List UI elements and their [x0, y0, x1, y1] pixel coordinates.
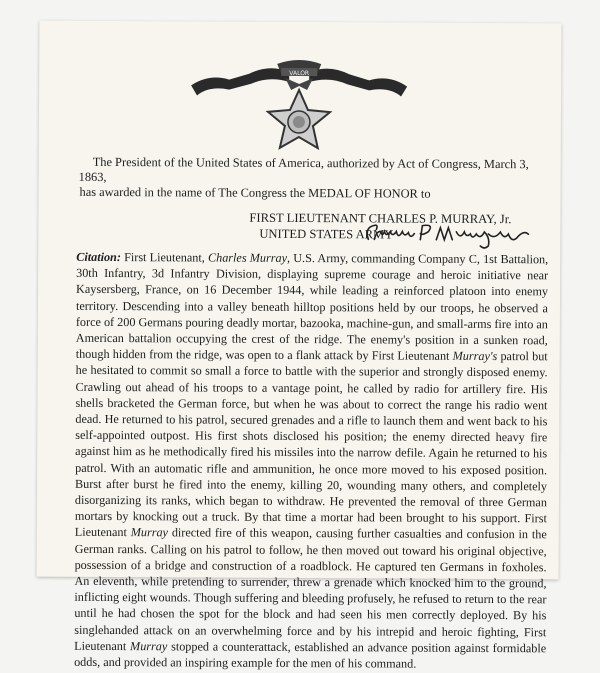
- citation-segment-5: stopped a counterattack, established an advance position against formidable odds, and provided an inspiring example for the men of his command.: [74, 639, 547, 671]
- citation-label: Citation:: [76, 249, 121, 265]
- citation-segment-1: First Lieutenant,: [120, 250, 209, 265]
- award-intro-line1: The President of the United States of America, authorized by Act of Congress, March 3, 1863,: [78, 154, 529, 184]
- citation-segment-4: directed fire of this weapon, causing further casualties and confusion in the German ranks. Calling on his patrol to follow, he then moved out toward his original objective, possession of a bridge and construction of a roadblock. He captured ten Germans in foxholes. An eleventh, while pretending to surrender, threw a grenade which knocked him to the ground, inflicting eight wounds. Though suffering and bleeding profusely, he refused to return to the rear until he had chosen the spot for the block and had seen his men correctly deployed. By his singlehanded attack on an overwhelming force and by his intrepid and heroic fighting, First Lieutenant: [74, 525, 547, 653]
- citation-text: [74, 249, 548, 673]
- medal-of-honor-emblem: [189, 33, 410, 154]
- star-medal-icon: [268, 90, 330, 148]
- handwritten-signature: [362, 217, 532, 252]
- award-intro: [79, 155, 549, 202]
- ribbon-left: [191, 68, 289, 96]
- valor-bar-text: VALOR: [289, 69, 310, 78]
- recipient-service: UNITED STATES ARMY: [259, 226, 394, 242]
- citation-segment-2: , U.S. Army, commanding Company C, 1st Battalion, 30th Infantry, 3d Infantry Division, displaying supreme courage and heroic initiative near Kaysersberg, France, on 16 December 1944, while leading a reinforced platoon into enemy territory. Descending into a valley beneath hilltop positions held by our troops, he observed a force of 200 Germans pouring deadly mortar, bazooka, machine-gun, and small-arms fire into an American battalion occupying the crest of the ridge. The enemy's position in a sunken road, though hidden from the ridge, was open to a flank attack by First Lieutenant: [75, 250, 549, 364]
- citation-name-1: Charles Murray: [207, 250, 288, 265]
- citation-name-3: Murray: [130, 525, 169, 540]
- award-intro-line2: has awarded in the name of The Congress the MEDAL OF HONOR to: [79, 184, 431, 201]
- ribbon-right: [309, 68, 407, 96]
- recipient-name: FIRST LIEUTENANT CHARLES P. MURRAY, Jr.: [249, 210, 512, 227]
- citation-name-4: Murray: [130, 638, 168, 654]
- citation-name-2: Murray's: [452, 349, 498, 364]
- certificate-paper: [37, 21, 562, 671]
- citation-segment-3: patrol but he hesitated to commit so small a force to battle with the superior and strongly disposed enemy. Crawling out ahead of his troops to a vantage point, he called by radio for artillery fire. His shells bracketed the German force, but when he was about to correct the range his radio went dead. He returned to his patrol, secured grenades and a rifle to launch them and went back to his self-appointed outpost. His first shots disclosed his position; the enemy directed heavy fire against him as he methodically fired his missiles into the narrow defile. Again he returned to his patrol. With an automatic rifle and ammunition, he once more moved to his exposed position. Burst after burst he fired into the enemy, killing 20, wounding many others, and completely disorganizing its ranks, which began to withdraw. He prevented the removal of three German mortars by knocking out a truck. By that time a mortar had been brought to his support. First Lieutenant: [74, 349, 548, 540]
